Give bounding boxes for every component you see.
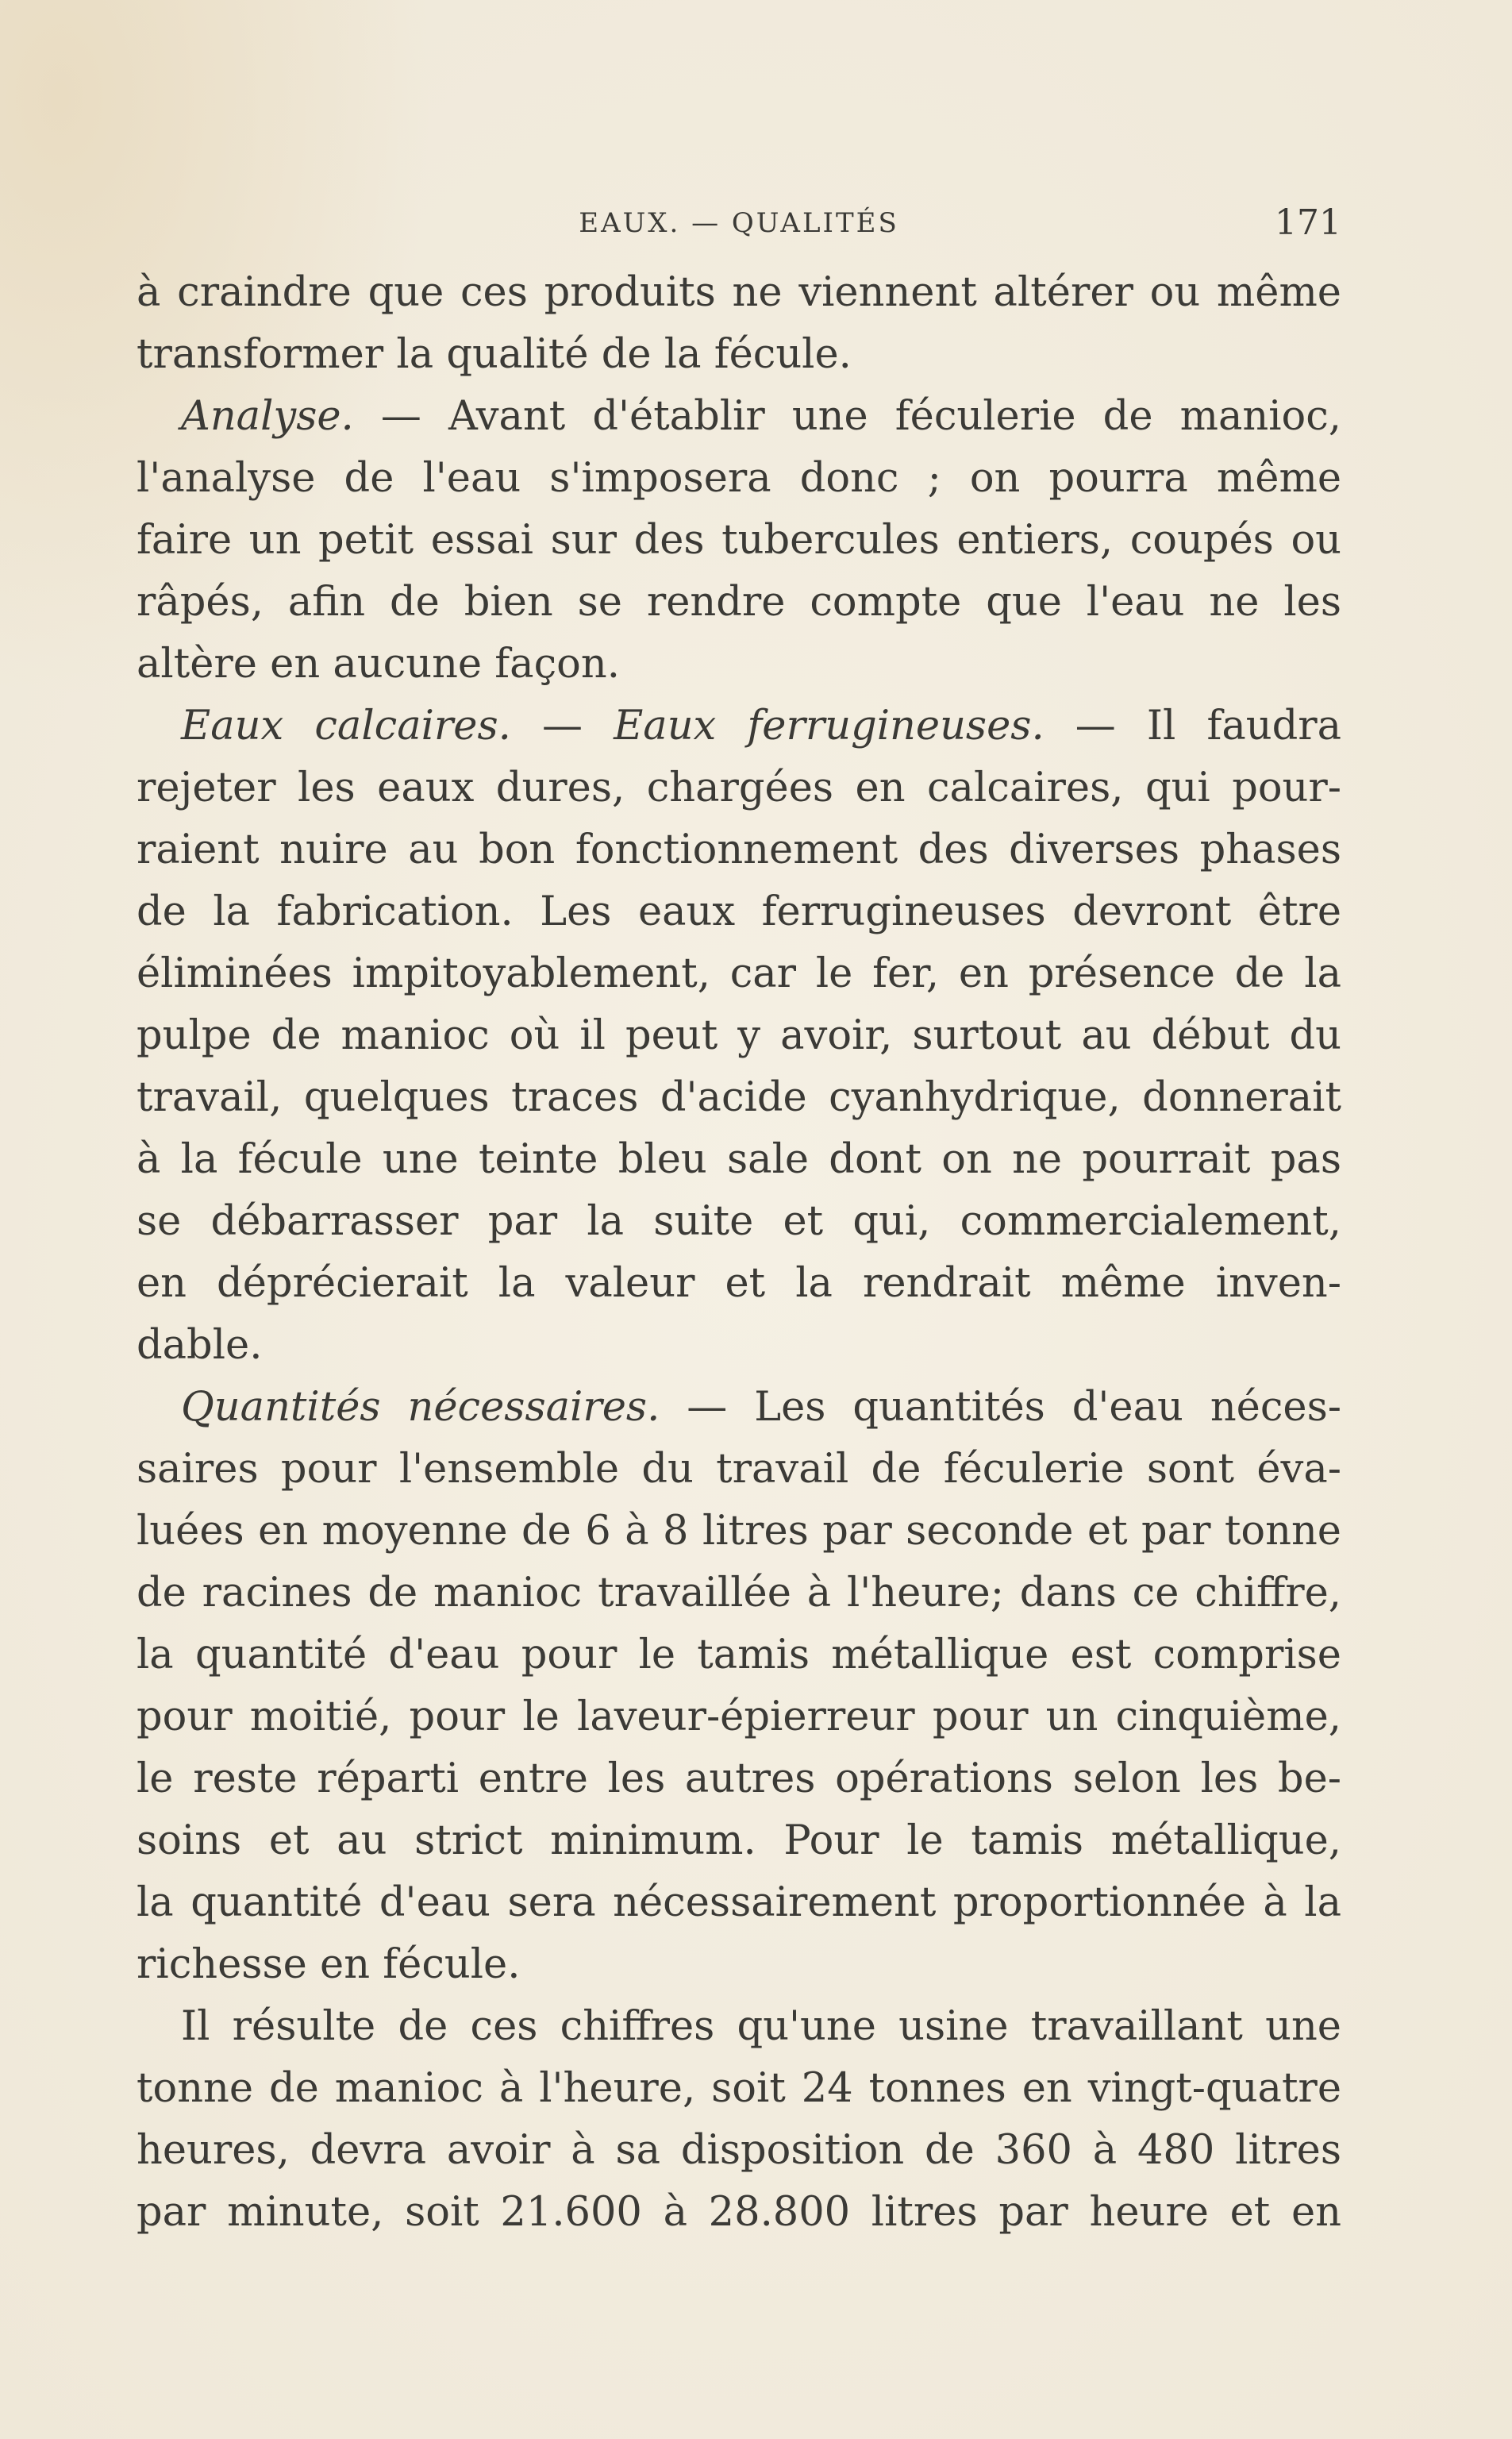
text-segment: transformer la qualité de la fécule. [137,331,852,378]
text-line [137,1686,1341,1748]
text-line [137,1377,1341,1439]
text-line [137,943,1341,1005]
text-line [137,1810,1341,1872]
text-segment: luées en moyenne de 6 à 8 litres par seconde et par tonne [137,1508,1341,1555]
text-line [137,1748,1341,1810]
text-segment: éliminées impitoyablement, car le fer, en présence de la [137,950,1341,997]
text-segment: se débarrasser par la suite et qui, commercialement, [137,1198,1341,1245]
text-segment: — Avant d'établir une féculerie de manioc, [353,393,1341,440]
text-line [137,634,1341,695]
text-segment: saires pour l'ensemble du travail de féculerie sont éva- [137,1446,1341,1493]
text-line [137,1996,1341,2058]
italic-heading: Analyse. [181,393,354,440]
text-line [137,510,1341,572]
text-segment: dable. [137,1322,263,1369]
text-segment: — Les quantités d'eau néces- [660,1384,1341,1431]
text-segment: raient nuire au bon fonctionnement des diverses phases [137,826,1341,873]
text-segment: par minute, soit 21.600 à 28.800 litres par heure et en [137,2189,1341,2236]
text-segment: le reste réparti entre les autres opérations selon les be- [137,1755,1341,1802]
text-segment: l'analyse de l'eau s'imposera donc ; on pourra même [137,455,1341,502]
italic-heading: Quantités nécessaires. [181,1384,660,1431]
running-title: EAUX. — QUALITÉS [579,207,899,239]
text-segment: — Il faudra [1044,703,1342,749]
text-segment: en déprécierait la valeur et la rendrait même inven- [137,1260,1341,1307]
text-line [137,448,1341,510]
text-line [137,1562,1341,1624]
text-segment: à craindre que ces produits ne viennent altérer ou même [137,269,1341,316]
text-segment: Il résulte de ces chiffres qu'une usine travaillant une [181,2003,1341,2050]
page-number: 171 [1275,202,1341,243]
text-segment: la quantité d'eau pour le tamis métallique est comprise [137,1632,1341,1678]
text-line [137,1315,1341,1377]
text-segment: altère en aucune façon. [137,641,620,688]
text-segment: travail, quelques traces d'acide cyanhydrique, donnerait [137,1074,1341,1121]
text-segment: rejeter les eaux dures, chargées en calcaires, qui pour- [137,765,1341,811]
text-segment: pour moitié, pour le laveur-épierreur pour un cinquième, [137,1693,1341,1740]
text-line [137,1191,1341,1253]
text-segment: soins et au strict minimum. Pour le tamis métallique, [137,1817,1341,1864]
text-segment: râpés, afin de bien se rendre compte que l'eau ne les [137,579,1341,626]
text-line [137,1253,1341,1315]
text-line [137,881,1341,943]
text-segment: faire un petit essai sur des tubercules entiers, coupés ou [137,517,1341,564]
text-line [137,1624,1341,1686]
text-segment: — [510,703,614,749]
text-line [137,2120,1341,2182]
text-line [137,324,1341,386]
text-segment: tonne de manioc à l'heure, soit 24 tonnes en vingt-quatre [137,2065,1341,2112]
text-line [137,1872,1341,1934]
text-line [137,1501,1341,1562]
text-line [137,1005,1341,1067]
text-line [137,757,1341,819]
italic-heading: Eaux ferrugineuses. [614,703,1045,749]
text-segment: pulpe de manioc où il peut y avoir, surtout au début du [137,1012,1341,1059]
text-line [137,695,1341,757]
body-text [137,262,1341,2244]
text-line [137,1129,1341,1191]
text-line [137,386,1341,448]
text-line [137,1934,1341,1996]
text-line [137,2182,1341,2244]
text-segment: richesse en fécule. [137,1941,521,1988]
text-line [137,1439,1341,1501]
text-segment: de racines de manioc travaillée à l'heure; dans ce chiffre, [137,1570,1341,1616]
text-line [137,1067,1341,1129]
text-segment: à la fécule une teinte bleu sale dont on ne pourrait pas [137,1136,1341,1183]
text-line [137,2058,1341,2120]
text-segment: la quantité d'eau sera nécessairement proportionnée à la [137,1879,1341,1926]
text-line [137,819,1341,881]
text-line [137,572,1341,634]
italic-heading: Eaux calcaires. [181,703,511,749]
text-line [137,262,1341,324]
text-segment: heures, devra avoir à sa disposition de 360 à 480 litres [137,2127,1341,2174]
text-segment: de la fabrication. Les eaux ferrugineuses devront être [137,888,1341,935]
running-head [137,202,1341,242]
